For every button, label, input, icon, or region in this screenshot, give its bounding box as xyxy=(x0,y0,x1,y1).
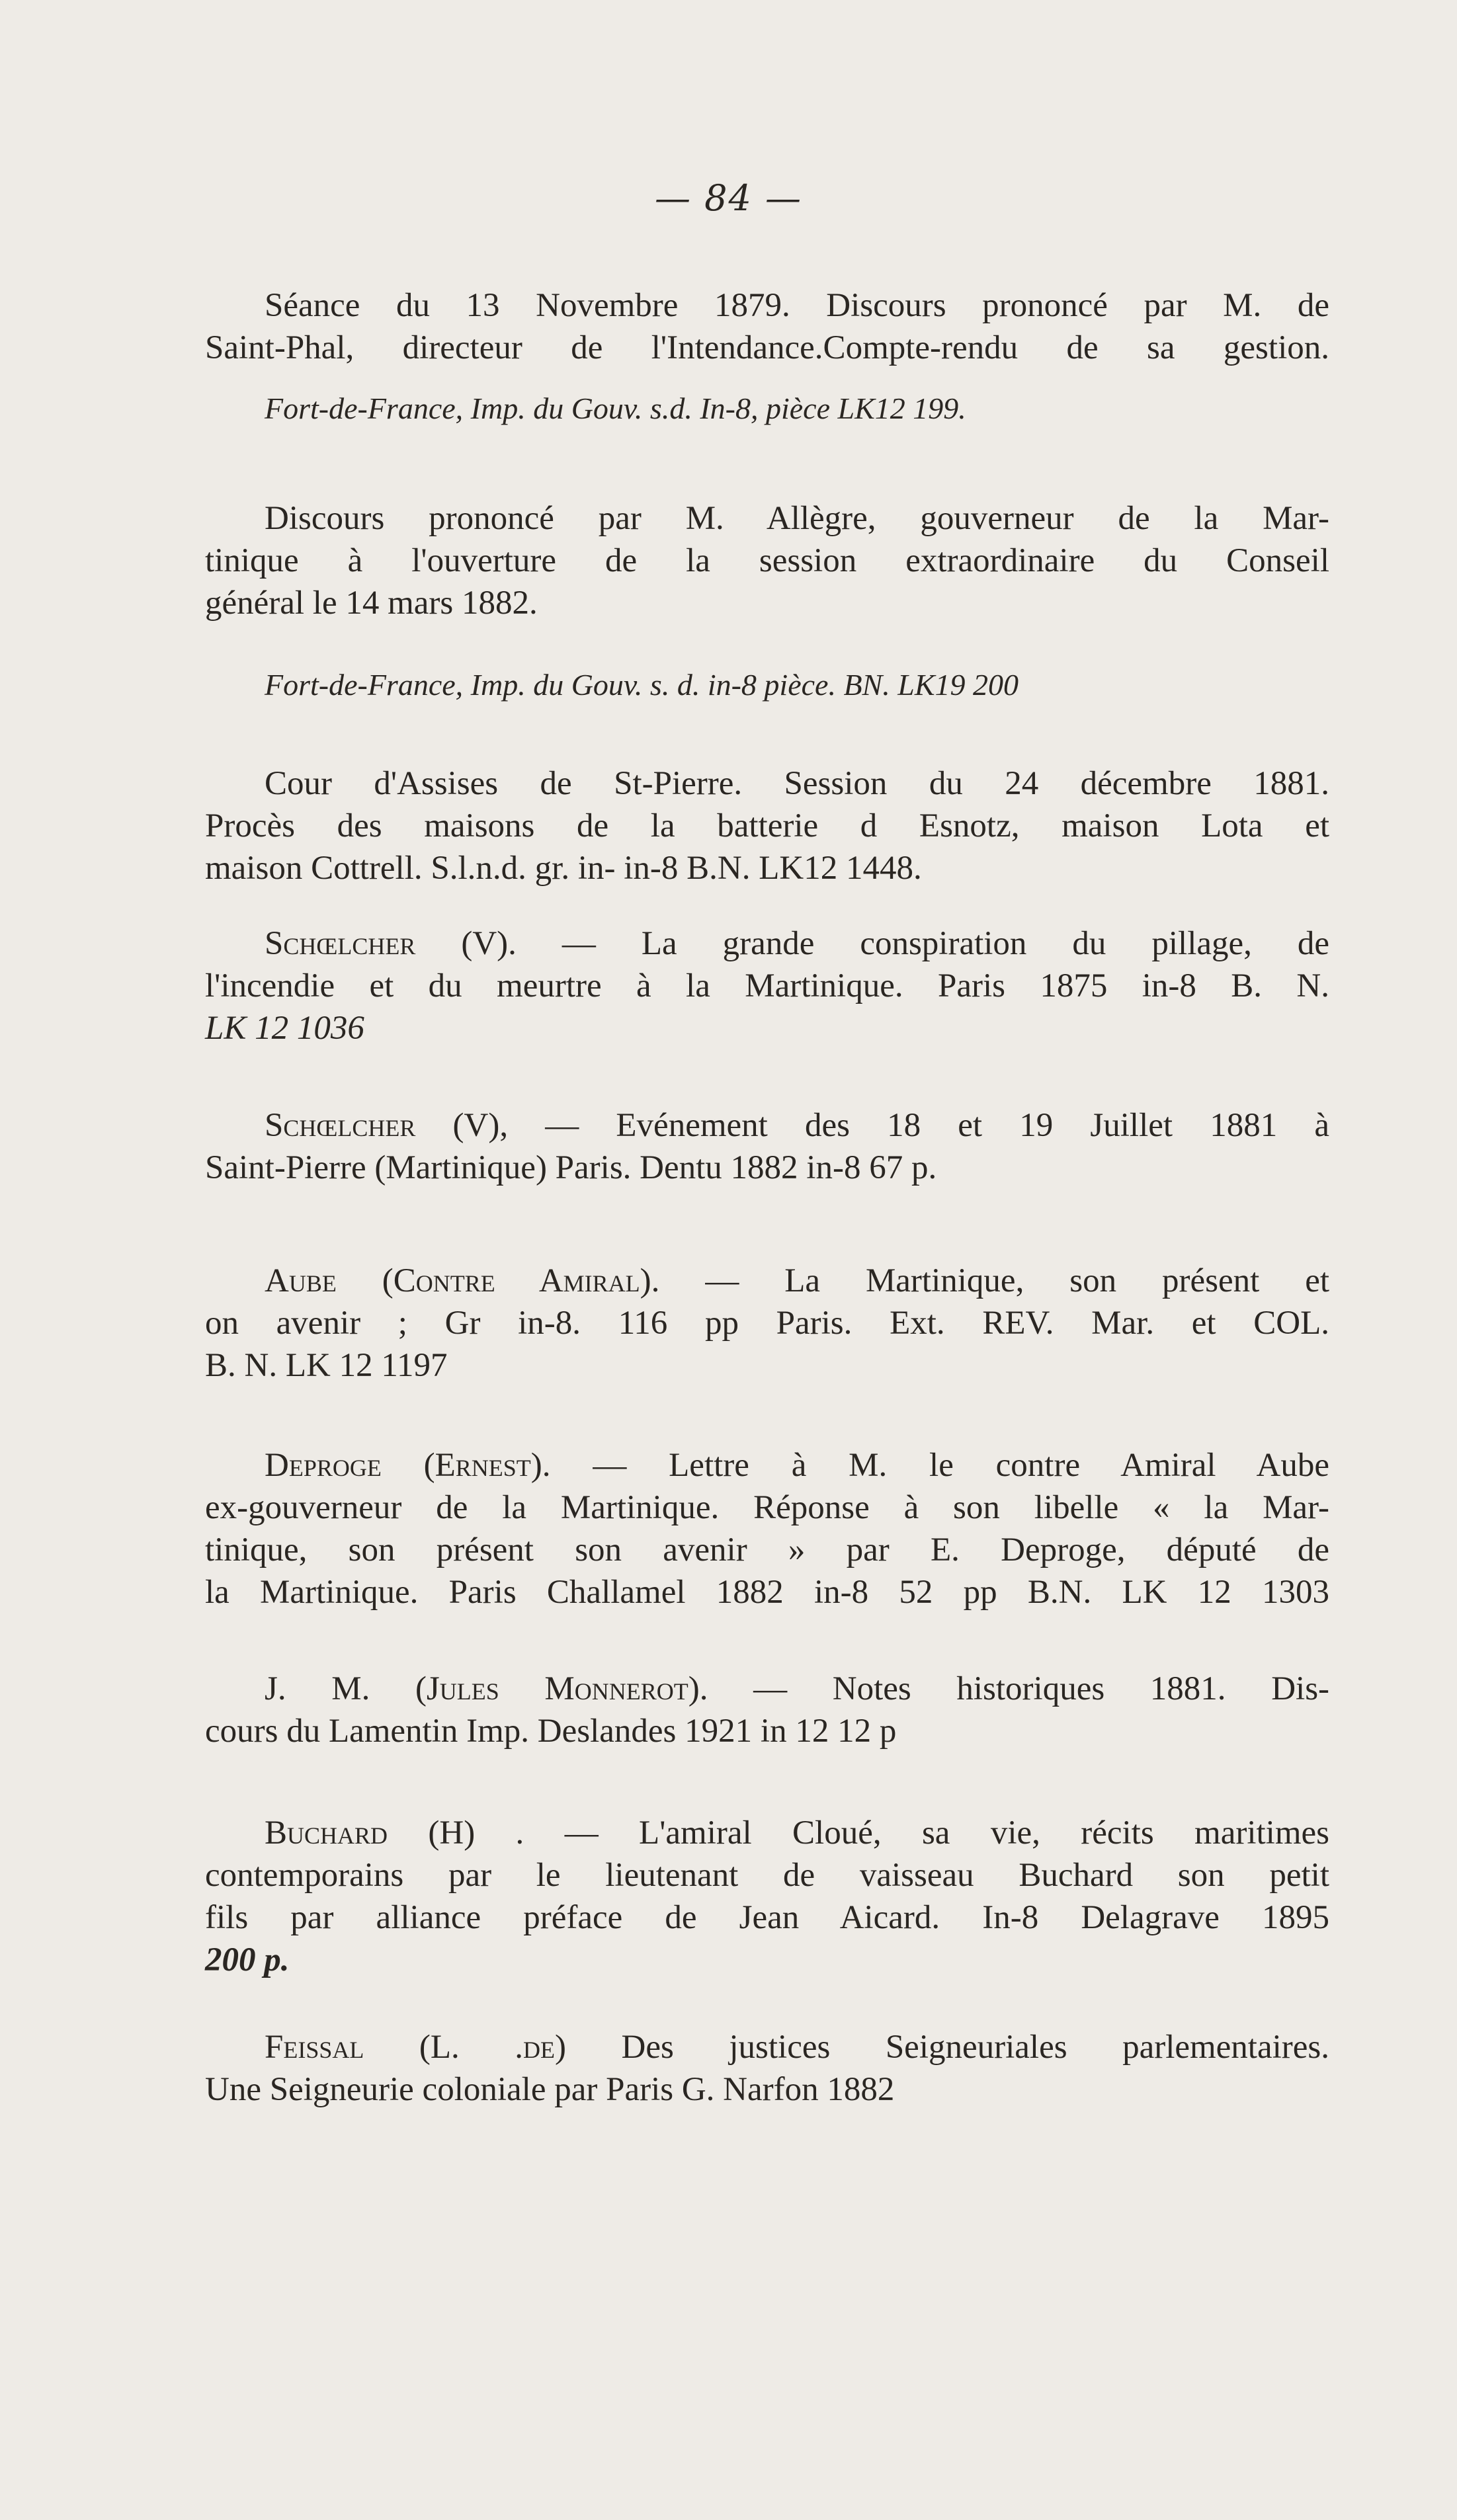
entry-title: — Lettre à M. le contre Amiral Aube xyxy=(593,1447,1329,1484)
page-number: — 84 — xyxy=(654,177,803,219)
entry-line: Procès des maisons de la batterie d Esnotz, maison Lota et xyxy=(205,807,1329,844)
entry-title: — L'amiral Cloué, sa vie, récits maritimes xyxy=(564,1814,1329,1851)
bibliography-entry xyxy=(205,922,1329,1049)
publication-reference: Fort-de-France, Imp. du Gouv. s.d. In-8, pièce LK12 199. xyxy=(265,391,966,425)
entry-line: Cour d'Assises de St-Pierre. Session du 24 décembre 1881. xyxy=(265,765,1329,802)
bibliography-entry xyxy=(205,1444,1329,1613)
entry-line: Séance du 13 Novembre 1879. Discours prononcé par M. de xyxy=(265,287,1329,324)
author-name: J. M. (Jules Monnerot). xyxy=(265,1670,708,1707)
bibliography-entry xyxy=(205,497,1329,706)
entry-title: — La Martinique, son présent et xyxy=(705,1262,1329,1299)
entry-line: tinique à l'ouverture de la session extraordinaire du Conseil xyxy=(205,542,1329,579)
author-name: Schœlcher (V). xyxy=(265,925,517,962)
bibliography-entry xyxy=(205,1812,1329,1981)
bibliography-entry xyxy=(205,284,1329,430)
entry-title: — La grande conspiration du pillage, de xyxy=(562,925,1329,962)
entry-line: ex-gouverneur de la Martinique. Réponse à son libelle « la Mar- xyxy=(205,1489,1329,1526)
entry-line: 200 p. xyxy=(205,1941,290,1978)
bibliography-entry xyxy=(205,1260,1329,1387)
entry-line xyxy=(205,1104,1329,1147)
entry-line: Saint-Pierre (Martinique) Paris. Dentu 1882 in-8 67 p. xyxy=(205,1149,937,1186)
entry-line xyxy=(205,922,1329,965)
entry-line: la Martinique. Paris Challamel 1882 in-8 52 pp B.N. LK 12 1303 xyxy=(205,1574,1329,1611)
publication-reference: Fort-de-France, Imp. du Gouv. s. d. in-8 pièce. BN. LK19 200 xyxy=(265,668,1019,702)
entry-line: contemporains par le lieutenant de vaisseau Buchard son petit xyxy=(205,1857,1329,1894)
entry-line: tinique, son présent son avenir » par E. Deproge, député de xyxy=(205,1531,1329,1568)
entry-line xyxy=(205,1444,1329,1486)
entry-line: maison Cottrell. S.l.n.d. gr. in- in-8 B.N. LK12 1448. xyxy=(205,850,922,887)
bibliography-entry xyxy=(205,1668,1329,1752)
author-name: Deproge (Ernest). xyxy=(265,1447,551,1484)
author-name: Aube (Contre Amiral). xyxy=(265,1262,660,1299)
entry-line: Saint-Phal, directeur de l'Intendance.Compte-rendu de sa gestion. xyxy=(205,329,1329,366)
author-name: Schœlcher (V), xyxy=(265,1107,509,1144)
entry-line: B. N. LK 12 1197 xyxy=(205,1347,448,1384)
bibliography-entry xyxy=(205,762,1329,889)
entry-title: — Evénement des 18 et 19 Juillet 1881 à xyxy=(545,1107,1329,1144)
bibliography-entry xyxy=(205,1104,1329,1189)
author-name: Feissal (L. .de) xyxy=(265,2029,566,2066)
entry-line xyxy=(205,1668,1329,1710)
entry-line: l'incendie et du meurtre à la Martinique. Paris 1875 in-8 B. N. xyxy=(205,967,1329,1004)
author-name: Buchard (H) . xyxy=(265,1814,524,1851)
entry-line: cours du Lamentin Imp. Deslandes 1921 in 12 12 p xyxy=(205,1713,897,1750)
entry-line: LK 12 1036 xyxy=(205,1010,364,1047)
entry-title: — Notes historiques 1881. Dis- xyxy=(753,1670,1330,1707)
entry-line xyxy=(205,1812,1329,1854)
entry-line xyxy=(205,1260,1329,1302)
entry-line: général le 14 mars 1882. xyxy=(205,585,538,622)
entry-line: Discours prononcé par M. Allègre, gouverneur de la Mar- xyxy=(265,500,1329,537)
bibliography-entry xyxy=(205,2026,1329,2111)
entry-line xyxy=(205,2026,1329,2068)
entry-line: Une Seigneurie coloniale par Paris G. Narfon 1882 xyxy=(205,2071,895,2108)
entry-line: on avenir ; Gr in-8. 116 pp Paris. Ext. REV. Mar. et COL. xyxy=(205,1305,1329,1342)
entry-line: fils par alliance préface de Jean Aicard. In-8 Delagrave 1895 xyxy=(205,1899,1329,1936)
entry-title: Des justices Seigneuriales parlementaires. xyxy=(621,2029,1329,2066)
